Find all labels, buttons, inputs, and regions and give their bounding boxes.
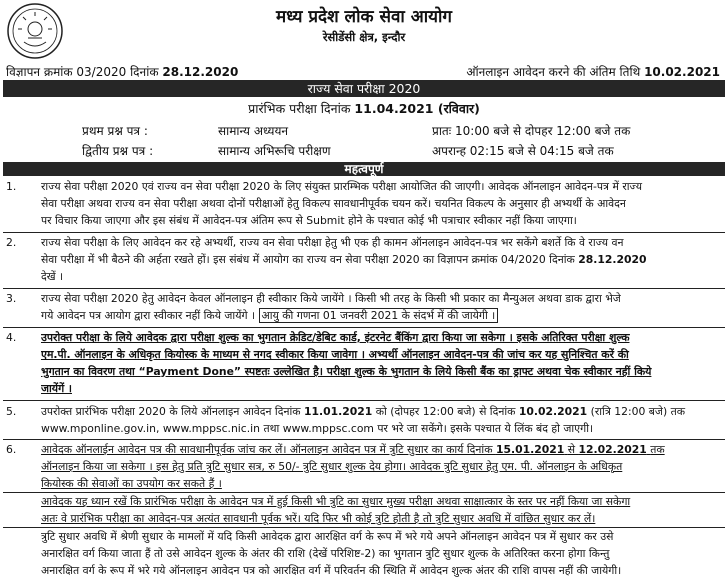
paper-2-subject: सामान्य अभिरूचि परीक्षण bbox=[218, 144, 331, 158]
paper-2-time: अपरान्ह 02:15 बजे से 04:15 बजे तक bbox=[432, 144, 614, 158]
commission-address: रेसीडेंसी क्षेत्र, इन्दौर bbox=[322, 30, 406, 44]
important-heading: महत्वपूर्ण bbox=[3, 162, 725, 176]
exam-name-banner: राज्य सेवा परीक्षा 2020 bbox=[3, 80, 725, 97]
advertisement-date: 28.12.2020 bbox=[162, 65, 239, 79]
divider bbox=[3, 327, 725, 328]
commission-title: मध्य प्रदेश लोक सेवा आयोग bbox=[276, 7, 452, 27]
advertisement-number: विज्ञापन क्रमांक 03/2020 दिनांक 28.12.2020 bbox=[6, 65, 239, 79]
prelim-exam-date: प्रारंभिक परीक्षा दिनांक 11.04.2021 (रविवार) bbox=[248, 101, 480, 116]
document-page: मध्य प्रदेश लोक सेवा आयोग रेसीडेंसी क्षेत्र, इन्दौर विज्ञापन क्रमांक 03/2020 दिनांक 28.12.2020 ऑनलाइन आवेदन करने की अंतिम तिथि 10.02.2021 राज्य सेवा परीक्षा 2020 प्रारंभिक परीक्षा दिनांक 11.04.2021 (रविवार) प्रथम प्रश्न पत्र : सामान्य अध्ययन प्रातः 10:00 बजे से दोपहर 12:00 बजे तक द्वितीय प्रश्न पत्र : सामान्य अभिरूचि परीक्षण अपरान्ह 02:15 बजे से 04:15 बजे तक महत्वपूर्ण 1. राज्य सेवा परीक्षा 2020 एवं राज्य वन सेवा परीक्षा 2020 के लिए संयुक्त प्रारम्भिक परीक्षा आयोजित की जाएगी। आवेदक ऑनलाइन आवेदन-पत्र में राज्य सेवा परीक्षा अथवा राज्य वन सेवा परीक्षा अथवा दोनों परीक्षाओं हेतु विकल्प सावधानीपूर्वक चयन करें। चयनित विकल्प के अनुसार ही अभ्यर्थी के आवेदन पर विचार किया जाएगा और इस संबंध में आवेदन-पत्र अंतिम रूप से Submit होने के पश्चात कोई भी पत्राचार स्वीकार नहीं किया जाएगा। 2. राज्य सेवा परीक्षा के लिए आवेदन कर रहे अभ्यर्थी, राज्य वन सेवा परीक्षा हेतु भी एक ही कामन ऑनलाइन आवेदन-पत्र भर सकेंगे बशर्ते कि वे राज्य वन सेवा परीक्षा में भी बैठने की अर्हता रखते हों। इस संबंध में आयोग का राज्य वन सेवा परीक्षा 2020 का विज्ञापन क्रमांक 04/2020 दिनांक 28.12.2020 देखें । 3. राज्य सेवा परीक्षा 2020 हेतु आवेदन केवल ऑनलाइन ही स्वीकार किये जायेंगे । किसी भी तरह के किसी भी प्रकार का मैन्युअल अथवा डाक द्वारा भेजे गये आवेदन पत्र आयोग द्वारा स्वीकार नहीं किये जायेंगे । आयु की गणना 01 जनवरी 2021 के संदर्भ में की जायेगी । 4. उपरोक्त परीक्षा के लिये आवेदक द्वारा परीक्षा शुल्क का भुगतान क्रेडिट/डेबिट कार्ड, इंटरनेट बैंकिंग द्वारा किया जा सकेगा । इसके अतिरिक्त परीक्षा शुल्क एम.पी. ऑनलाइन के अधिकृत कियोस्क के माध्यम से नगद स्वीकार किया जावेगा । अभ्यर्थी ऑनलाइन आवेदन-पत्र की जांच कर यह सुनिश्चित करें की भुगतान का विवरण तथा “Payment Done” स्पष्टतः उल्लेखित है। परीक्षा शुल्क के भुगतान के लिये किसी बैंक का ड्राफ्ट अथवा चेक स्वीकार नहीं किये जायेंगें । 5. उपरोक्त प्रारंभिक परीक्षा 2020 के लिये ऑनलाइन आवेदन दिनांक 11.01.2021 को (दोपहर 12:00 बजे) से दिनांक 10.02.2021 (रात्रि 12:00 बजे) तक www.mponline.gov.in, www.mppsc.nic.in तथा www.mppsc.com पर भरे जा सकेंगे। इसके पश्चात ये लिंक बंद हो जाएगी। 6. आवेदक ऑनलाईन आवेदन पत्र की सावधानीपूर्वक जांच कर लें। ऑनलाइन आवेदन पत्र में त्रुटि सुधार का कार्य दिनांक 15.01.2021 से 12.02.2021 तक ऑनलाइन किया जा सकेगा । इस हेतु प्रति त्रुटि सुधार सत्र, रु 50/- त्रुटि सुधार शुल्क देय होगा। आवेदक त्रुटि सुधार हेतु एम. पी. ऑनलाइन के अधिकृत कियोस्क की सेवाओं का उपयोग कर सकते हैं । आवेदक यह ध्यान रखें कि प्रारंभिक परीक्षा के आवेदन पत्र में हुई किसी भी त्रुटि का सुधार मुख्य परीक्षा अथवा साक्षात्कार के स्तर पर नहीं किया जा सकेगा अतः वे प्रारंभिक परीक्षा का आवेदन-पत्र अत्यंत सावधानी पूर्वक भरें। यदि फिर भी कोई त्रुटि होती है तो त्रुटि सुधार अवधि में वांछित सुधार कर लें। त्रुटि सुधार अवधि में श्रेणी सुधार के मामलों में यदि किसी आवेदक द्वारा आरक्षित वर्ग के रूप में भरे गये अपने ऑनलाइन आवेदन पत्र में सुधार कर उसे अनारक्षित वर्ग किया जाता हैं तो उसे आवेदन शुल्क के अंतर की राशि (देखें परिशिष्ट-2) का भुगतान त्रुटि सुधार शुल्क के अतिरिक्त करना होगा किन्तु अनारक्षित वर्ग के रूप में भरे गये ऑनलाइन आवेदन पत्र को आरक्षित वर्ग में परिवर्तन की स्थिति में आवेदन शुल्क अंतर की राशि वापस नहीं की जायेगी। bbox=[0, 0, 728, 574]
divider bbox=[3, 232, 725, 233]
paper-1-subject: सामान्य अध्ययन bbox=[218, 124, 289, 138]
paper-1-label: प्रथम प्रश्न पत्र : bbox=[82, 124, 148, 138]
last-date-notice: ऑनलाइन आवेदन करने की अंतिम तिथि 10.02.2021 bbox=[466, 65, 720, 79]
age-calculation-note: आयु की गणना 01 जनवरी 2021 के संदर्भ में की जायेगी । bbox=[259, 308, 499, 323]
application-websites: www.mponline.gov.in, www.mppsc.nic.in तथा www.mppsc.com पर भरे जा सकेंगे। इसके पश्चात ये लिंक बंद हो जाएगी। bbox=[41, 422, 594, 435]
paper-1-time: प्रातः 10:00 बजे से दोपहर 12:00 बजे तक bbox=[432, 124, 631, 138]
divider bbox=[3, 400, 725, 401]
divider bbox=[3, 288, 725, 289]
divider bbox=[3, 439, 725, 440]
paper-2-label: द्वितीय प्रश्न पत्र : bbox=[82, 144, 154, 158]
last-date-value: 10.02.2021 bbox=[644, 65, 720, 79]
